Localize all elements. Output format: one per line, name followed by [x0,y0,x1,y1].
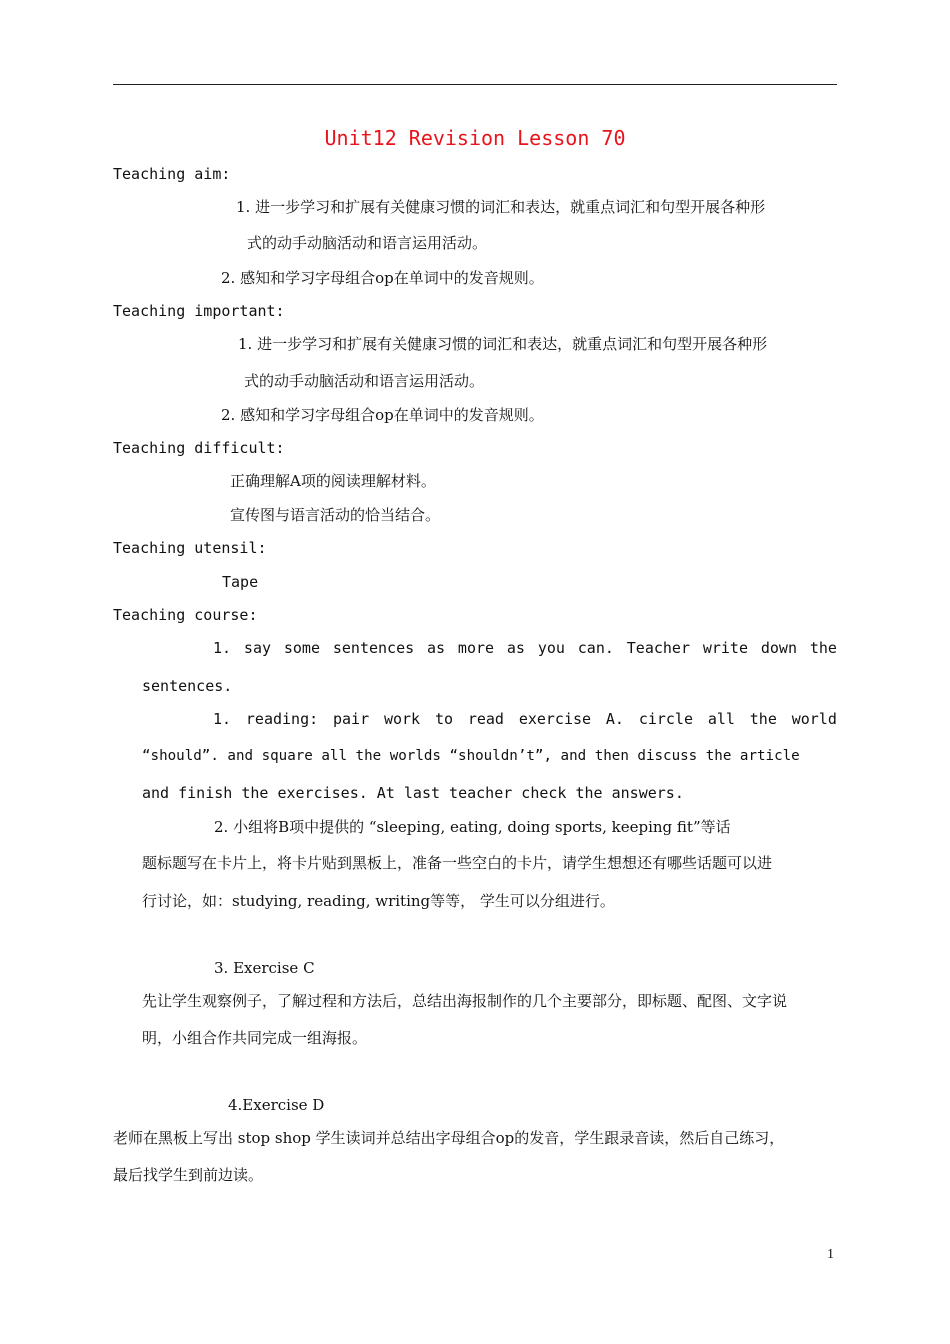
word: sentences [332,639,415,657]
word: 1. [213,639,232,657]
word: as [427,639,446,657]
word: can. [577,639,614,657]
section-heading-difficult: Teaching difficult: [113,439,285,457]
word: Teacher [626,639,690,657]
section-heading-aim: Teaching aim: [113,165,231,183]
word: work [383,710,421,728]
word: pair [333,710,370,728]
word: to [434,710,453,728]
word: you [537,639,565,657]
page-title: Unit12 Revision Lesson 70 [324,126,626,150]
word: as [506,639,525,657]
word: more [457,639,495,657]
word: A. [605,710,624,728]
word: some [283,639,320,657]
course-step-1-line-2: sentences. [142,677,233,695]
word: the [809,639,837,657]
word: reading: [245,710,319,728]
important-item-2: 2. 感知和学习字母组合op在单词中的发音规则。 [221,406,544,424]
course-step-2-line-1 [213,709,837,729]
important-item-1-line-2: 式的动手动脑活动和语言运用活动。 [244,372,485,390]
course-step-2-line-2: “should”. and square all the worlds “shouldn’t”, and then discuss the article [142,748,800,764]
course-step-5-line-1: 老师在黑板上写出 stop shop 学生读词并总结出字母组合op的发音，学生跟录音读，然后自己练习， [113,1129,785,1147]
course-step-4-line-2: 明，小组合作共同完成一组海报。 [142,1029,368,1047]
word: write [702,639,748,657]
word: read [467,710,504,728]
course-step-3-line-3: 行讨论，如：studying, reading, writing等等， 学生可以分组进行。 [142,892,615,910]
header-rule [113,84,837,85]
course-step-3-line-2: 题标题写在卡片上，将卡片贴到黑板上，准备一些空白的卡片，请学生想想还有哪些话题可以进 [142,854,773,872]
course-step-5-line-2: 最后找学生到前边读。 [113,1166,264,1184]
aim-item-1-line-1: 1. 进一步学习和扩展有关健康习惯的词汇和表达，就重点词汇和句型开展各种形 [236,198,766,216]
section-heading-utensil: Teaching utensil: [113,539,267,557]
word: the [749,710,777,728]
word: say [243,639,272,657]
course-step-5-heading: 4.Exercise D [228,1096,325,1114]
course-step-4-heading: 3. Exercise C [214,959,315,977]
course-step-2-line-3: and finish the exercises. At last teacher check the answers. [142,784,684,802]
aim-item-1-line-2: 式的动手动脑活动和语言运用活动。 [247,234,488,252]
aim-item-2: 2. 感知和学习字母组合op在单词中的发音规则。 [221,269,544,287]
course-step-1-line-1 [213,638,837,658]
section-heading-course: Teaching course: [113,606,258,624]
word: down [760,639,797,657]
difficult-line-1: 正确理解A项的阅读理解材料。 [230,472,436,490]
important-item-1-line-1: 1. 进一步学习和扩展有关健康习惯的词汇和表达，就重点词汇和句型开展各种形 [238,335,768,353]
word: world [791,710,837,728]
page-number: 1 [827,1247,834,1262]
difficult-line-2: 宣传图与语言活动的恰当结合。 [230,506,441,524]
utensil-item: Tape [222,573,259,591]
section-heading-important: Teaching important: [113,302,285,320]
word: exercise [518,710,592,728]
course-step-4-line-1: 先让学生观察例子，了解过程和方法后，总结出海报制作的几个主要部分，即标题、配图、文字说 [142,992,788,1010]
word: all [707,710,735,728]
word: 1. [213,710,232,728]
course-step-3-line-1: 2. 小组将B项中提供的 “sleeping, eating, doing sports, keeping fit”等话 [214,818,731,836]
word: circle [638,710,693,728]
